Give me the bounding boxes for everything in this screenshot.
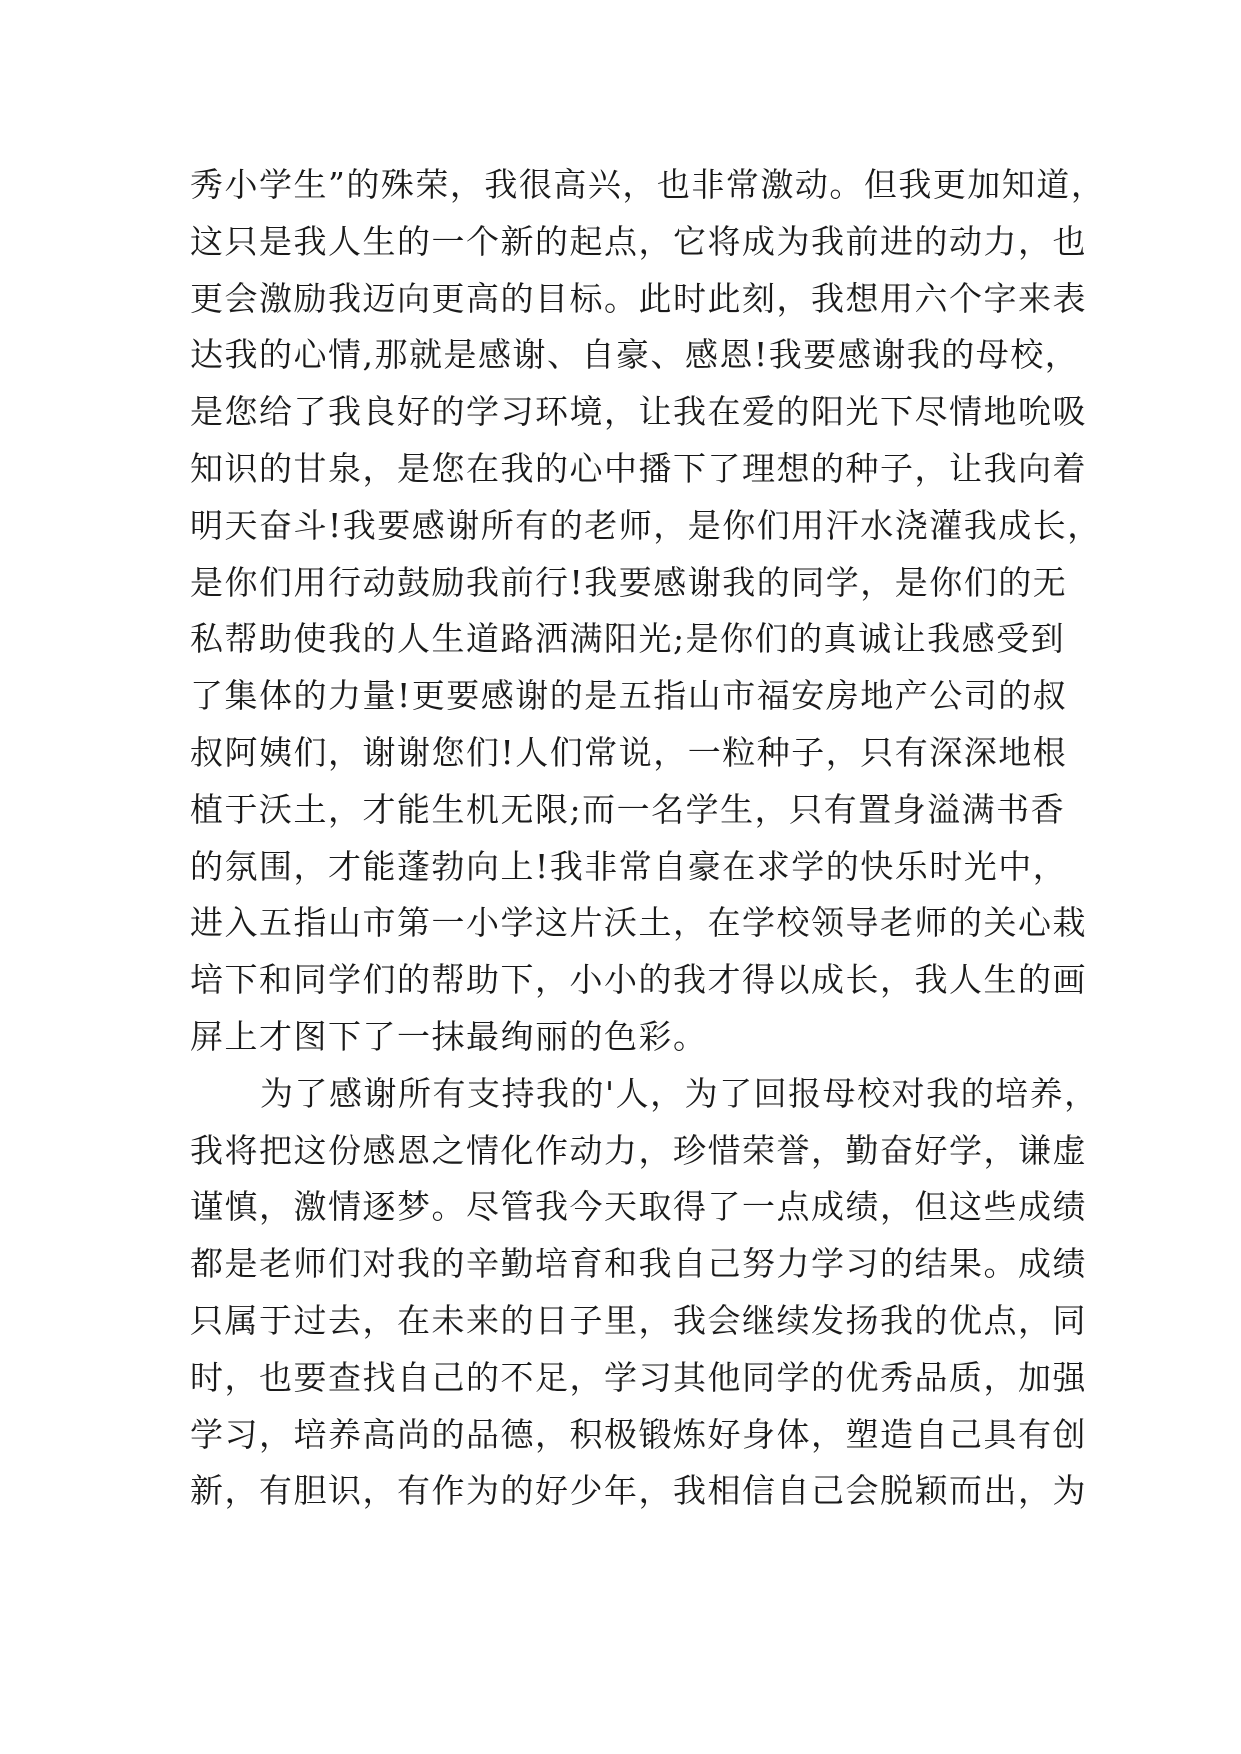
paragraph-1-line-6: 知识的甘泉，是您在我的心中播下了理想的种子，让我向着 — [190, 448, 1087, 488]
paragraph-1-line-14: 进入五指山市第一小学这片沃土，在学校领导老师的关心栽 — [190, 903, 1087, 943]
paragraph-1-line-4: 达我的心情,那就是感谢、自豪、感恩!我要感谢我的母校， — [190, 335, 1080, 375]
paragraph-1-line-12: 植于沃土，才能生机无限;而一名学生，只有置身溢满书香 — [190, 789, 1066, 829]
paragraph-1-line-3: 更会激励我迈向更高的目标。此时此刻，我想用六个字来表 — [190, 278, 1087, 318]
paragraph-2-line-1: 为了感谢所有支持我的'人，为了回报母校对我的培养， — [260, 1073, 1099, 1113]
paragraph-1-line-10: 了集体的力量!更要感谢的是五指山市福安房地产公司的叔 — [190, 676, 1068, 716]
paragraph-2-line-2: 我将把这份感恩之情化作动力，珍惜荣誉，勤奋好学，谦虚 — [190, 1130, 1087, 1170]
paragraph-2-line-6: 时，也要查找自己的不足，学习其他同学的优秀品质，加强 — [190, 1357, 1087, 1397]
paragraph-1-line-2: 这只是我人生的一个新的起点，它将成为我前进的动力，也 — [190, 221, 1087, 261]
document-body — [190, 157, 1106, 1520]
paragraph-1-line-11: 叔阿姨们，谢谢您们!人们常说，一粒种子，只有深深地根 — [190, 732, 1068, 772]
paragraph-1-line-1: 秀小学生”的殊荣，我很高兴，也非常激动。但我更加知道， — [190, 165, 1106, 204]
paragraph-1-line-5: 是您给了我良好的学习环境，让我在爱的阳光下尽情地吮吸 — [190, 392, 1087, 432]
paragraph-2-line-3: 谨慎，激情逐梦。尽管我今天取得了一点成绩，但这些成绩 — [190, 1187, 1087, 1227]
paragraph-2-line-5: 只属于过去，在未来的日子里，我会继续发扬我的优点，同 — [190, 1300, 1087, 1340]
paragraph-2-line-7: 学习，培养高尚的品德，积极锻炼好身体，塑造自己具有创 — [190, 1414, 1087, 1454]
paragraph-2-line-8: 新，有胆识，有作为的好少年，我相信自己会脱颖而出，为 — [190, 1471, 1087, 1511]
paragraph-2 — [190, 1066, 1099, 1520]
paragraph-1-line-8: 是你们用行动鼓励我前行!我要感谢我的同学，是你们的无 — [190, 562, 1068, 602]
paragraph-1-line-7: 明天奋斗!我要感谢所有的老师，是你们用汗水浇灌我成长， — [190, 505, 1102, 545]
paragraph-1-line-16: 屏上才图下了一抹最绚丽的色彩。 — [190, 1016, 708, 1056]
paragraph-1-line-9: 私帮助使我的人生道路洒满阳光;是你们的真诚让我感受到 — [190, 619, 1066, 659]
paragraph-1-line-15: 培下和同学们的帮助下，小小的我才得以成长，我人生的画 — [190, 960, 1087, 1000]
paragraph-2-line-4: 都是老师们对我的辛勤培育和我自己努力学习的结果。成绩 — [190, 1244, 1087, 1284]
paragraph-1-line-13: 的氛围，才能蓬勃向上!我非常自豪在求学的快乐时光中， — [190, 846, 1068, 886]
paragraph-1 — [190, 157, 1106, 1066]
